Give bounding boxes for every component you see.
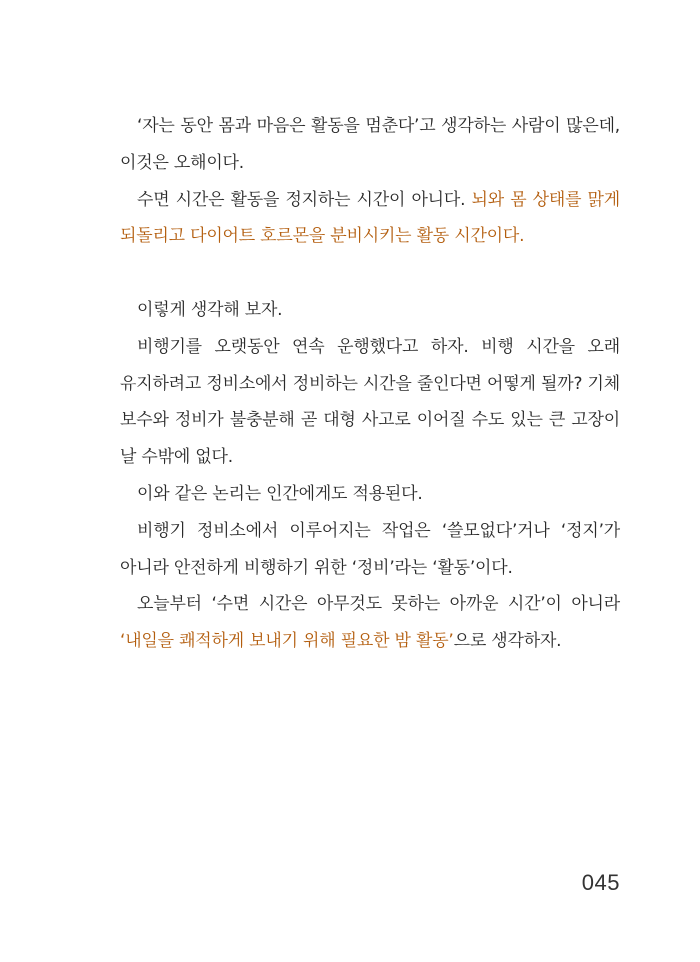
paragraph — [120, 108, 620, 182]
paragraph — [120, 476, 620, 513]
text-segment: ‘자는 동안 몸과 마음은 활동을 멈춘다’고 생각하는 사람이 많은데, 이것은 오해이다. — [120, 116, 620, 173]
text-segment: 오늘부터 ‘수면 시간은 아무것도 못하는 아까운 시간’이 아니라 — [137, 594, 620, 615]
text-segment: 으로 생각하자. — [453, 631, 562, 652]
highlighted-text: 뇌와 몸 상태를 맑게 되돌리고 다이어트 호르몬을 분비시키는 활동 시간이다. — [120, 189, 620, 247]
highlighted-text: ‘내일을 쾌적하게 보내기 위해 필요한 밤 활동’ — [120, 631, 454, 652]
paragraph — [120, 513, 620, 587]
text-segment: 수면 시간은 활동을 정지하는 시간이 아니다. — [137, 189, 472, 210]
text-segment: 이렇게 생각해 보자. — [137, 299, 283, 320]
page-number: 045 — [581, 870, 620, 895]
text-segment: 이와 같은 논리는 인간에게도 적용된다. — [137, 483, 423, 504]
paragraph — [120, 586, 620, 660]
paragraph — [120, 182, 620, 256]
paragraph — [120, 329, 620, 476]
paragraph — [120, 292, 620, 329]
body-text — [120, 108, 620, 660]
text-segment: 비행기를 오랫동안 연속 운행했다고 하자. 비행 시간을 오래 유지하려고 정비소에서 정비하는 시간을 줄인다면 어떻게 될까? 기체 보수와 정비가 불충분해 곧 대형 사고로 이어질 수도 있는 큰 고장이 날 수밖에 없다. — [120, 336, 621, 468]
text-segment: 비행기 정비소에서 이루어지는 작업은 ‘쓸모없다’거나 ‘정지’가 아니라 안전하게 비행하기 위한 ‘정비’라는 ‘활동’이다. — [120, 520, 620, 578]
